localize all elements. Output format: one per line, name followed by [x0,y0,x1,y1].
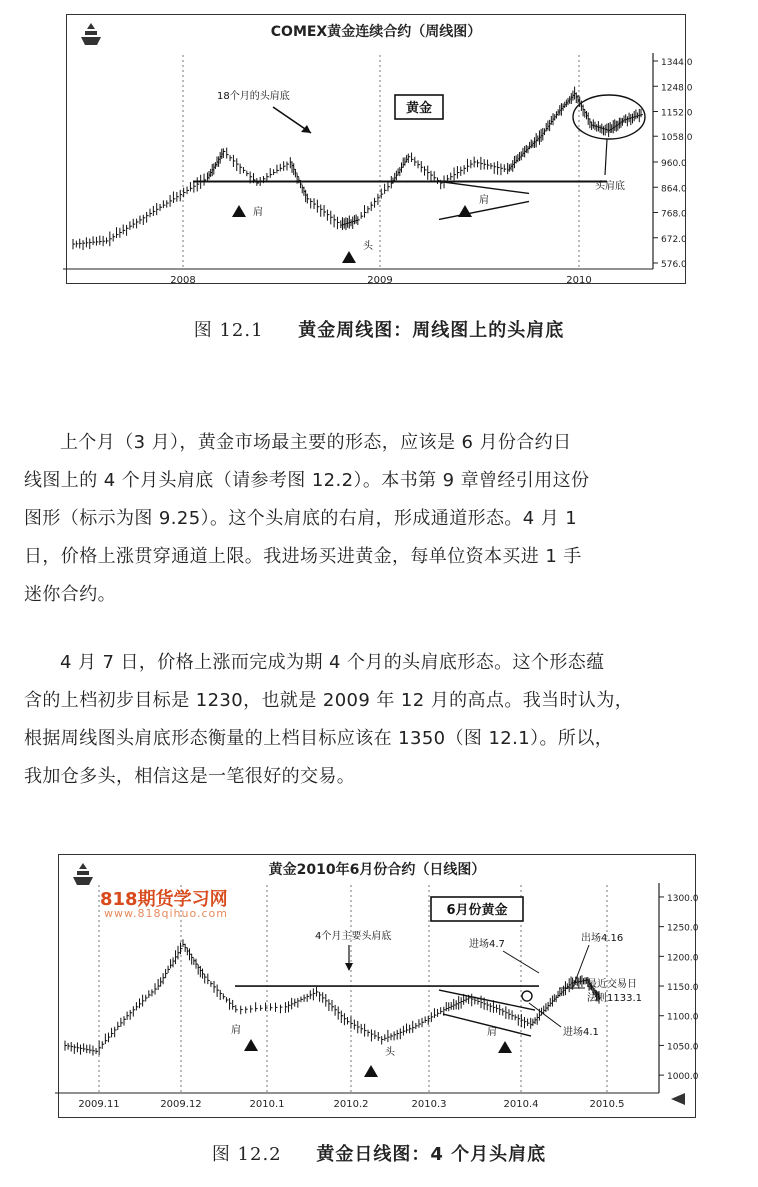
paragraph-2-line-4: 我加仓多头，相信这是一笔很好的交易。 [24,766,356,787]
y-tick-label: 672.0 [661,234,687,245]
paragraph-2-line-2: 含的上档初步目标是 1230，也就是 2009 年 12 月的高点。我当时认为， [24,690,634,711]
left-shoulder-label: 肩 [231,1025,241,1036]
x-tick-label: 2010.1 [249,1099,285,1110]
head-label: 头 [385,1047,395,1058]
figure2-caption [0,1140,758,1166]
right-shoulder-label: 肩 [487,1027,497,1038]
left-shoulder-marker-icon [244,1039,258,1051]
y-tick-label: 1000.0 [667,1072,699,1083]
paragraph-1-line-5: 迷你合约。 [24,584,116,605]
channel-upper-line [439,181,529,193]
paragraph-1-line-4: 日，价格上涨贯穿通道上限。我进场买进黄金，每单位资本买进 1 手 [24,546,582,567]
weekly-chart-plot [67,15,693,286]
figure1-caption-number: 图 12.1 [193,320,264,341]
x-tick-label: 2008 [170,275,196,286]
last-trade-day-label: 最近交易日 [587,979,637,990]
pattern-arrowhead-icon [301,125,311,133]
x-tick-label: 2010.2 [333,1099,369,1110]
right-shoulder-label: 肩 [479,195,489,206]
entry-2-pointer [529,1003,561,1027]
head-marker-icon [364,1065,378,1077]
y-tick-label: 1300.0 [667,893,699,904]
left-shoulder-label: 肩 [253,207,263,218]
recent-hs-pointer [605,139,607,175]
paragraph-2-line-3: 根据周线图头肩底形态衡量的上档目标应该在 1350（图 12.1）。所以， [24,728,614,749]
y-tick-label: 1250.0 [667,923,699,934]
x-tick-label: 2010 [566,275,592,286]
x-tick-label: 2010.5 [589,1099,625,1110]
figure1-caption [0,316,758,342]
x-tick-label: 2009.12 [160,1099,202,1110]
y-tick-label: 960.0 [661,159,687,169]
right-shoulder-marker-icon [498,1041,512,1053]
exit-label: 出场4.16 [581,933,624,944]
y-tick-label: 1058.0 [661,133,693,144]
daily-chart-title: 黄金2010年6月份合约（日线图） [268,862,486,878]
entry-1-label: 进场4.7 [469,939,505,950]
x-tick-label: 2010.4 [503,1099,539,1110]
pattern-label: 4个月主要头肩底 [315,931,392,942]
head-marker-icon [342,251,356,263]
right-shoulder-marker-icon [458,205,472,217]
entry-2-label: 进场4.1 [563,1027,599,1038]
x-tick-label: 2009.11 [78,1099,120,1110]
figure1-caption-text: 黄金周线图：周线图上的头肩底 [298,320,565,341]
left-shoulder-marker-icon [232,205,246,217]
y-tick-label: 1150.0 [667,983,699,994]
head-label: 头 [363,241,373,252]
scroll-left-arrow-icon [671,1093,685,1105]
watermark-url: www.818qihuo.com [104,907,228,920]
rule-label: 法则1133.1 [587,993,642,1004]
y-tick-label: 1200.0 [667,953,699,964]
entry-2-circle [522,991,532,1001]
recent-hs-label: 头肩底 [595,181,625,192]
y-tick-label: 1100.0 [667,1012,699,1023]
instrument-label: 黄金 [405,101,433,116]
entry-1-pointer [503,951,539,973]
y-tick-label: 1248.0 [661,83,693,94]
paragraph-1-line-2: 线图上的 4 个月头肩底（请参考图 12.2）。本书第 9 章曾经引用这份 [24,470,590,491]
pattern-arrowhead-icon [345,963,353,971]
figure2-caption-number: 图 12.2 [211,1144,282,1165]
figure2-caption-text: 黄金日线图：4 个月头肩底 [316,1144,547,1165]
paragraph-1 [24,424,720,614]
paragraph-1-line-3: 图形（标示为图 9.25）。这个头肩底的右肩，形成通道形态。4 月 1 [24,508,578,529]
y-tick-label: 1344.0 [661,58,693,68]
paragraph-2-line-1: 4 月 7 日，价格上涨而完成为期 4 个月的头肩底形态。这个形态蕴 [60,652,605,673]
figure-weekly-chart [66,14,693,286]
y-tick-label: 1152.0 [661,108,693,119]
y-tick-label: 864.0 [661,184,687,195]
watermark-logo: 818期货学习网 [100,889,228,910]
x-tick-label: 2009 [367,275,393,286]
instrument-label: 6月份黄金 [446,903,508,918]
paragraph-2 [24,644,720,796]
y-tick-label: 768.0 [661,209,687,220]
pattern-label: 18个月的头肩底 [217,91,290,102]
y-tick-label: 576.0 [661,260,687,270]
weekly-chart-title: COMEX黄金连续合约（周线图） [270,24,482,40]
x-tick-label: 2010.3 [411,1099,447,1110]
paragraph-1-line-1: 上个月（3 月），黄金市场最主要的形态，应该是 6 月份合约日 [60,432,572,453]
y-tick-label: 1050.0 [667,1042,699,1053]
